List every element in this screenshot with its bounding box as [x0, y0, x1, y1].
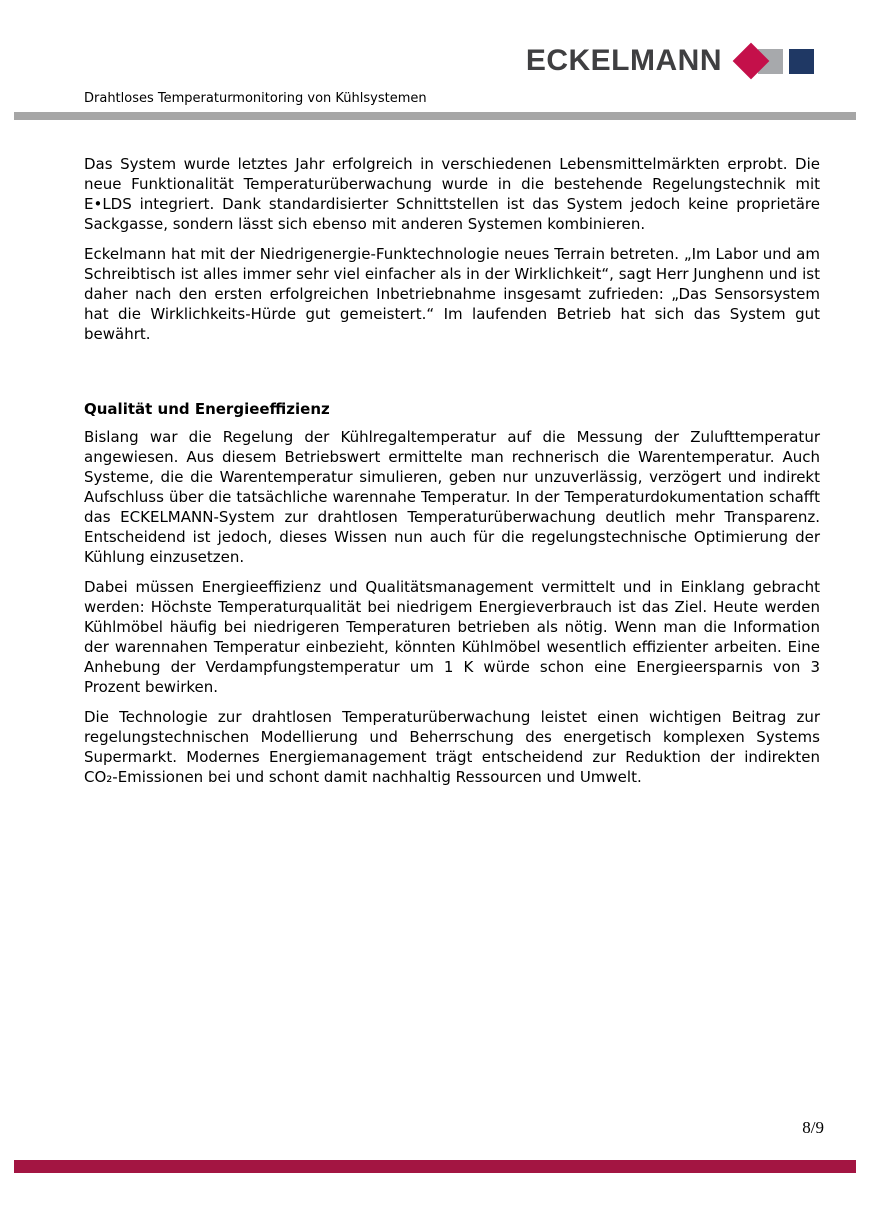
page-number: 8/9 [802, 1118, 824, 1137]
paragraph-section-3: Die Technologie zur drahtlosen Temperaturüberwachung leistet einen wichtigen Beitrag zur regelungstechnischen Modellierung und Beherrschung des energetisch komplexen Systems Supermarkt. Modernes Energiemanagement trägt entscheidend zur Reduktion der indirekten CO₂-Emissionen bei und schont damit nachhaltig Ressourcen und Umwelt. [84, 708, 820, 786]
paragraph-section-2: Dabei müssen Energieeffizienz und Qualitätsmanagement vermittelt und in Einklang gebracht werden: Höchste Temperaturqualität bei niedrigem Energieverbrauch ist das Ziel. Heute werden Kühlmöbel häufig bei niedrigeren Temperaturen betrieben als nötig. Wenn man die Information der warennahen Temperatur einbezieht, könnten Kühlmöbel wesentlich effizienter arbeiten. Eine Anhebung der Verdampfungstemperatur um 1 K würde schon eine Energieersparnis von 3 Prozent bewirken. [84, 578, 820, 696]
logo-wordmark: ECKELMANN [525, 44, 722, 77]
footer-accent-bar [14, 1160, 856, 1173]
header-divider-bar [14, 112, 856, 120]
paragraph-section-1: Bislang war die Regelung der Kühlregaltemperatur auf die Messung der Zulufttemperatur angewiesen. Aus diesem Betriebswert ermittelte man rechnerisch die Warentemperatur. Auch Systeme, die die Warentemperatur simulieren, geben nur unzuverlässig, verzögert und indirekt Aufschluss über die tatsächliche warennahe Temperatur. In der Temperaturdokumentation schafft das ECKELMANN-System zur drahtlosen Temperaturüberwachung deutlich mehr Transparenz. Entscheidend ist jedoch, dieses Wissen nun auch für die regelungstechnische Optimierung der Kühlung einzusetzen. [84, 428, 820, 566]
document-body [84, 154, 820, 797]
section-heading: Qualität und Energieeffizienz [84, 400, 330, 418]
logo-mark [732, 48, 814, 74]
logo-blue-square-icon [789, 49, 814, 74]
document-header-title: Drahtloses Temperaturmonitoring von Kühlsystemen [84, 91, 427, 106]
paragraph-intro-1: Das System wurde letztes Jahr erfolgreich in verschiedenen Lebensmittelmärkten erprobt. Die neue Funktionalität Temperaturüberwachung wurde in die bestehende Regelungstechnik mit E•LDS integriert. Dank standardisierter Schnittstellen ist das System jedoch keine proprietäre Sackgasse, sondern lässt sich ebenso mit anderen Systemen kombinieren. [84, 155, 820, 233]
eckelmann-logo [526, 46, 814, 76]
paragraph-intro-2: Eckelmann hat mit der Niedrigenergie-Funktechnologie neues Terrain betreten. „Im Labor und am Schreibtisch ist alles immer sehr viel einfacher als in der Wirklichkeit“, sagt Herr Junghenn und ist daher nach den ersten erfolgreichen Inbetriebnahme insgesamt zufrieden: „Das Sensorsystem hat die Wirklichkeits-Hürde gut gemeistert.“ Im laufenden Betrieb hat sich das System gut bewährt. [84, 245, 820, 343]
